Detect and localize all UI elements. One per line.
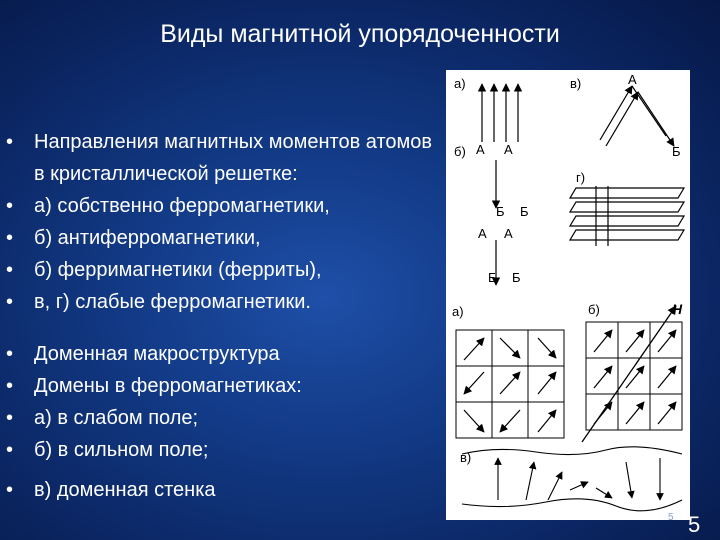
bullet-list	[6, 126, 446, 506]
label-A: А	[478, 226, 487, 241]
small-page-number: 5	[668, 512, 674, 523]
label-H: H	[672, 301, 683, 317]
bullet-item: • а) в слабом поле;	[6, 402, 446, 434]
label-B: Б	[520, 204, 529, 219]
bullet-gap	[6, 318, 446, 338]
bullet-item: • Домены в ферромагнетиках:	[6, 370, 446, 402]
slide-title: Виды магнитной упорядоченности	[160, 20, 560, 48]
label-b-lower: б)	[588, 302, 600, 317]
label-a-upper: а)	[454, 76, 466, 91]
label-B: Б	[672, 144, 681, 159]
label-B: Б	[488, 270, 497, 285]
bullet-item: • б) ферримагнетики (ферриты),	[6, 254, 446, 286]
bullet-item: • Доменная макроструктура	[6, 338, 446, 370]
lower-panel	[446, 298, 690, 520]
label-B: Б	[496, 204, 505, 219]
upper-panel	[446, 70, 690, 298]
label-g-upper: г)	[576, 170, 586, 185]
bullet-item: • в) доменная стенка	[6, 474, 446, 506]
label-A: А	[504, 142, 513, 157]
label-A: А	[628, 72, 637, 87]
label-b-upper: б)	[454, 144, 466, 159]
bullet-item: • б) антиферромагнетики,	[6, 222, 446, 254]
label-a-lower: а)	[452, 304, 464, 319]
magnetic-order-diagram	[446, 70, 690, 520]
bullet-gap	[6, 466, 446, 474]
bullet-item: • Направления магнитных моментов атомов в кристаллической решетке:	[6, 126, 446, 190]
label-v-lower: в)	[460, 450, 472, 465]
label-A: А	[476, 142, 485, 157]
label-v-upper: в)	[570, 76, 582, 91]
label-A: А	[504, 226, 513, 241]
bullet-item: • б) в сильном поле;	[6, 434, 446, 466]
bullet-item: • а) собственно ферромагнетики,	[6, 190, 446, 222]
page-number: 5	[688, 512, 701, 537]
label-B: Б	[512, 270, 521, 285]
bullet-item: • в, г) слабые ферромагнетики.	[6, 286, 446, 318]
